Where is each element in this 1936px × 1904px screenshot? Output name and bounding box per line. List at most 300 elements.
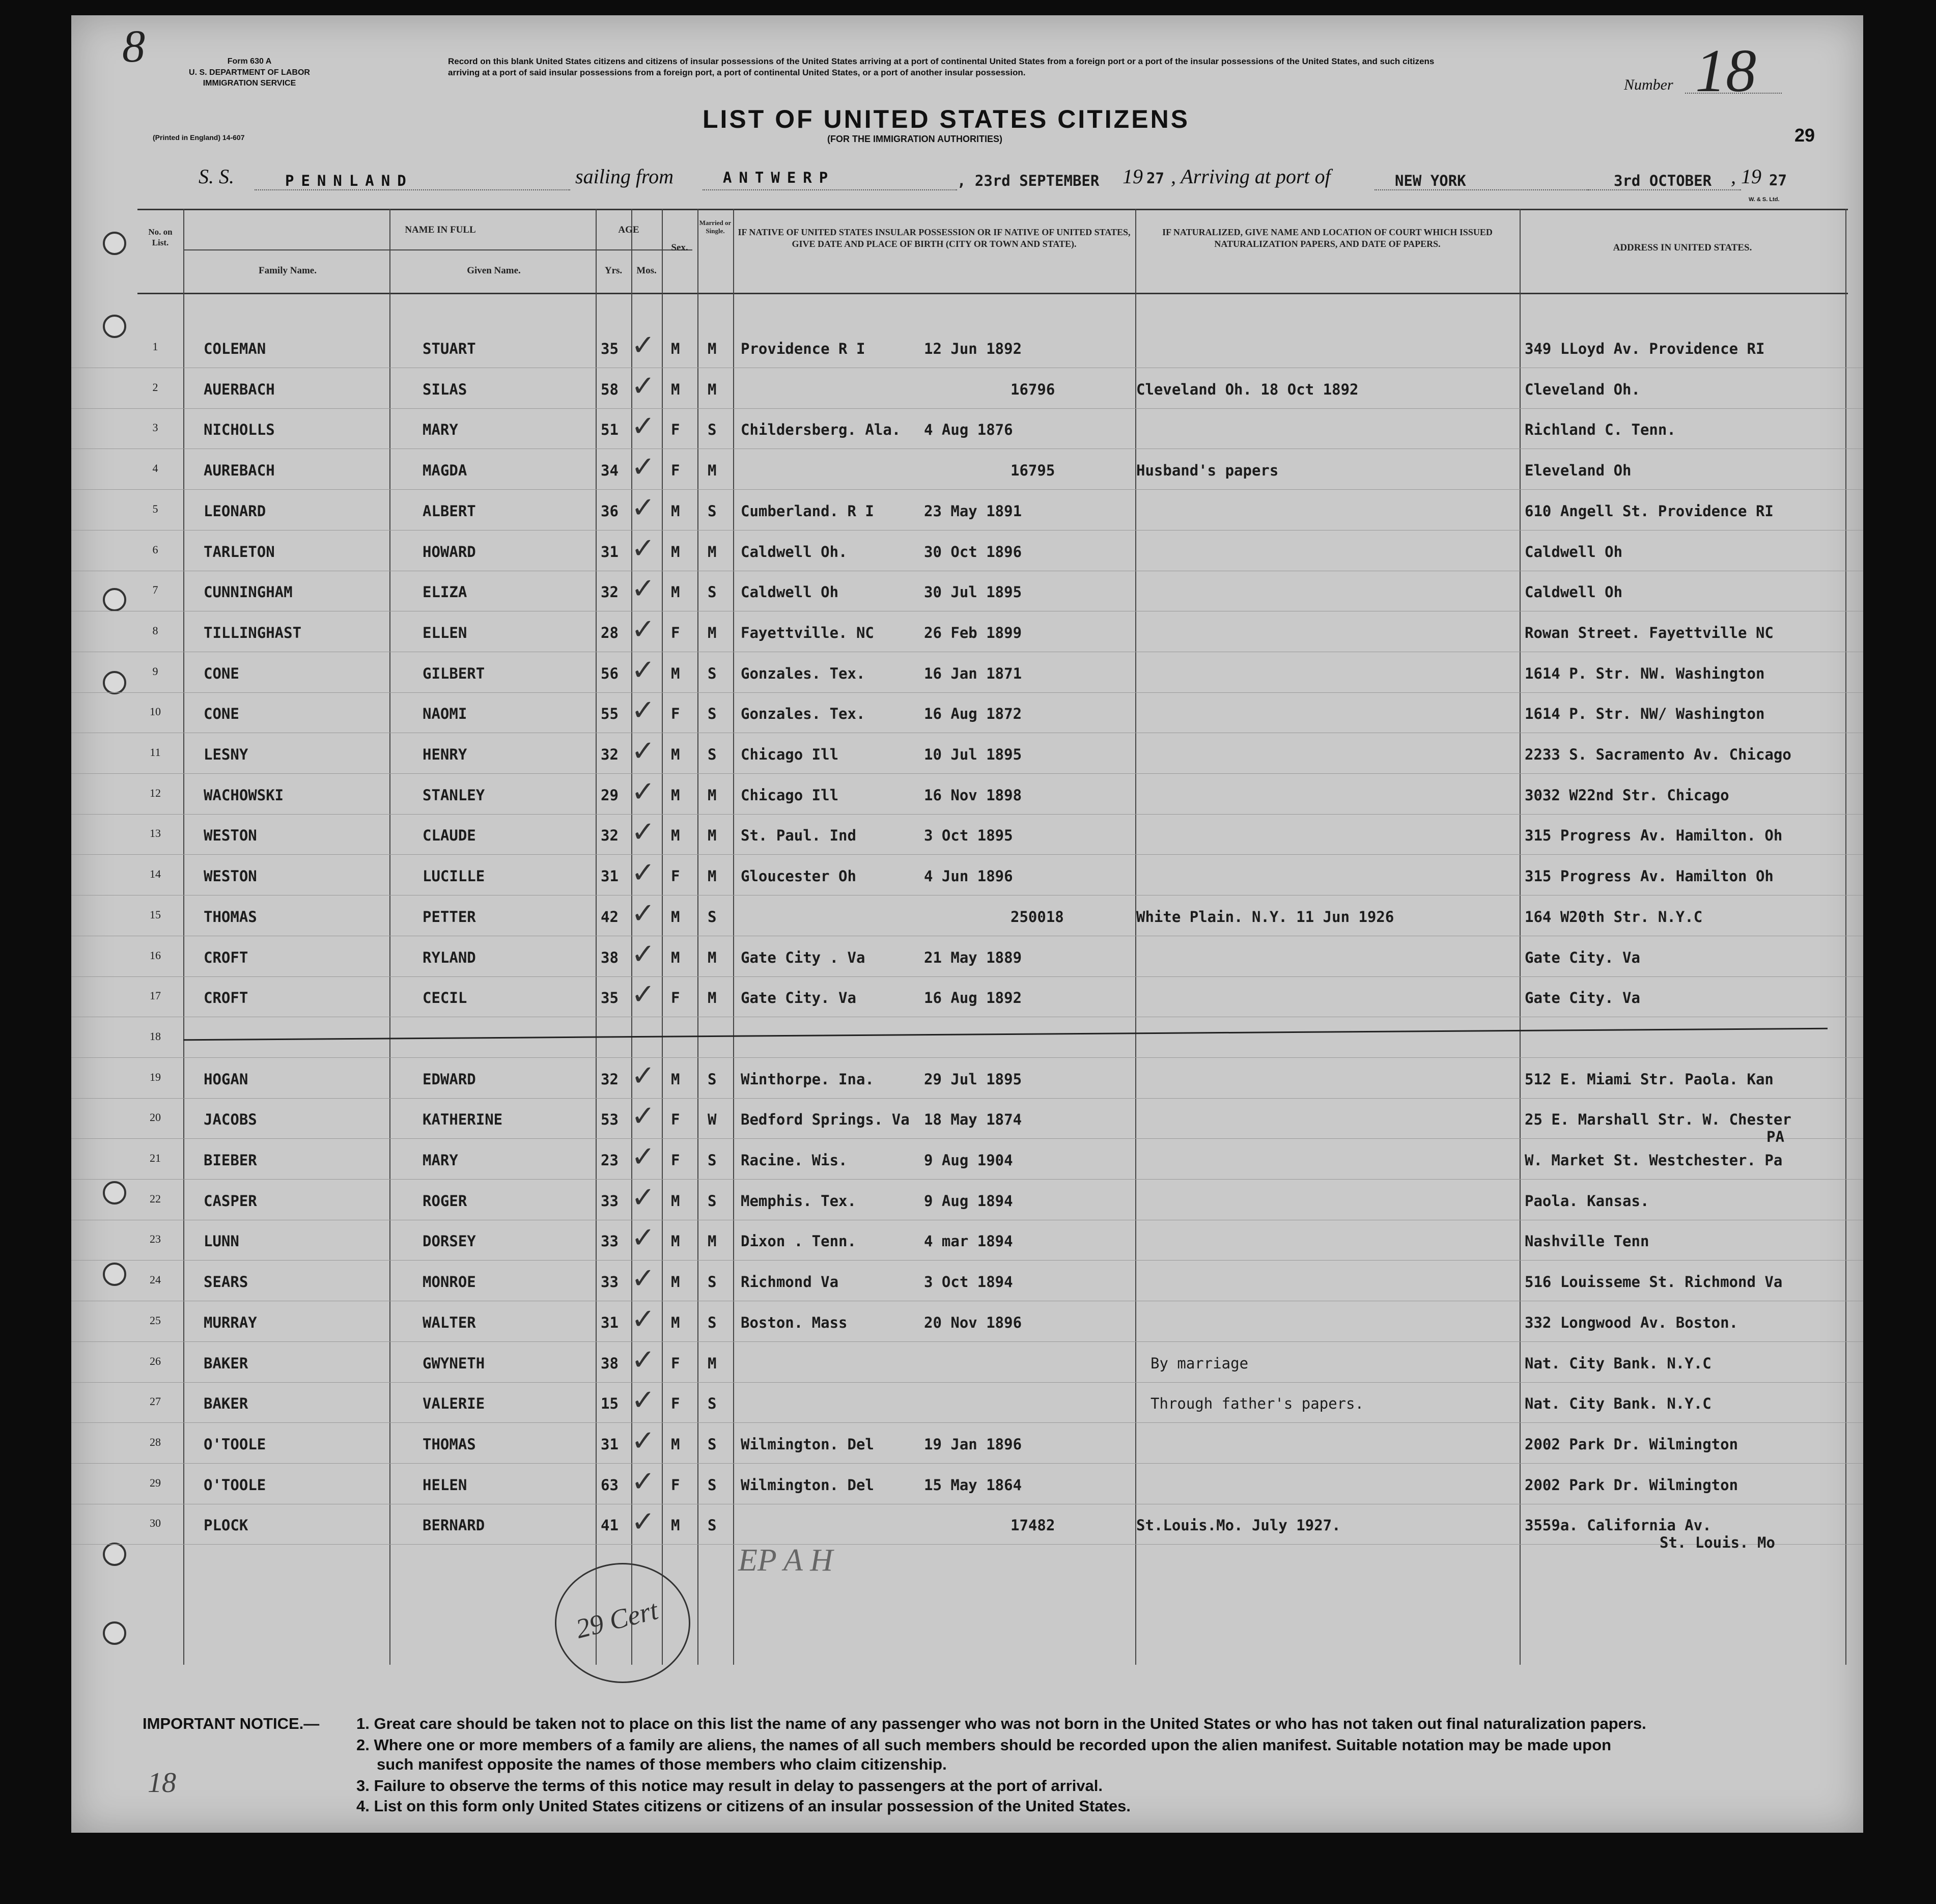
given-name: BERNARD — [423, 1517, 485, 1534]
family-name: JACOBS — [204, 1111, 257, 1128]
row-number: 2 — [152, 381, 158, 394]
birth-date: 20 Nov 1896 — [924, 1314, 1022, 1331]
marital-status: S — [708, 705, 717, 722]
handwritten-circle-text: 29 Cert — [573, 1594, 661, 1644]
family-name: COLEMAN — [204, 340, 266, 357]
sex: M — [671, 746, 680, 763]
table-row — [71, 412, 1863, 453]
table-row — [71, 940, 1863, 981]
birth-place: Richmond Va — [741, 1273, 839, 1291]
birth-place: Wilmington. Del — [741, 1476, 874, 1494]
marital-status: M — [708, 462, 717, 479]
number-label: Number — [1624, 76, 1673, 93]
marital-status: S — [708, 1152, 717, 1169]
col-header-no: No. on List. — [148, 227, 173, 248]
row-number: 11 — [150, 746, 161, 759]
age: 34 — [601, 462, 619, 479]
sailing-label: sailing from — [575, 165, 674, 188]
sex: M — [671, 827, 680, 844]
us-address: Paola. Kansas. — [1525, 1192, 1649, 1210]
age: 36 — [601, 502, 619, 520]
sex: F — [671, 867, 680, 885]
marital-status: S — [708, 421, 717, 438]
year-from: 27 — [1146, 170, 1164, 187]
given-name: PETTER — [423, 908, 476, 926]
given-name: SILAS — [423, 381, 467, 398]
port-from: ANTWERP — [723, 169, 835, 186]
us-address-line-2: St. Louis. Mo — [1660, 1534, 1775, 1551]
port-from-line — [703, 189, 957, 190]
table-row — [71, 858, 1863, 899]
family-name: LUNN — [204, 1233, 239, 1250]
check-mark: ✓ — [631, 329, 655, 362]
given-name: HENRY — [423, 746, 467, 763]
row-number: 19 — [150, 1071, 161, 1083]
table-row — [71, 899, 1863, 940]
given-name: STUART — [423, 340, 476, 357]
birth-date: 12 Jun 1892 — [924, 340, 1022, 357]
family-name: TILLINGHAST — [204, 624, 302, 641]
table-row — [71, 1467, 1863, 1508]
col-header-naturalized: IF NATURALIZED, GIVE NAME AND LOCATION OF COURT WHICH ISSUED NATURALIZATION PAPERS, AND DATE OF PAPERS. — [1162, 227, 1493, 249]
subheader-line — [183, 249, 692, 250]
table-row — [71, 331, 1863, 372]
given-name: EDWARD — [423, 1071, 476, 1088]
marital-status: S — [708, 1192, 717, 1210]
age: 32 — [601, 746, 619, 763]
table-row — [71, 1142, 1863, 1183]
row-number: 16 — [150, 949, 161, 962]
family-name: WACHOWSKI — [204, 787, 284, 804]
sex: F — [671, 421, 680, 438]
sex: F — [671, 989, 680, 1006]
us-address: 3032 W22nd Str. Chicago — [1525, 787, 1729, 804]
us-address: 2233 S. Sacramento Av. Chicago — [1525, 746, 1791, 763]
us-address: Caldwell Oh — [1525, 543, 1623, 561]
age: 31 — [601, 1436, 619, 1453]
col-header-sex: Sex. — [671, 242, 688, 253]
sex: M — [671, 543, 680, 561]
table-row — [71, 980, 1863, 1021]
row-number: 20 — [150, 1111, 161, 1124]
sex: M — [671, 1192, 680, 1210]
us-address: Richland C. Tenn. — [1525, 421, 1676, 438]
col-header-birth: IF NATIVE OF UNITED STATES INSULAR POSSESSION OR IF NATIVE OF UNITED STATES, GIVE DATE AND PLACE OF BIRTH (CITY OR TOWN AND STATE). — [738, 227, 1131, 249]
date-to-line — [1588, 189, 1741, 190]
sex: M — [671, 583, 680, 601]
marital-status: M — [708, 1233, 717, 1250]
table-row — [71, 1386, 1863, 1426]
birth-place: Chicago Ill — [741, 746, 839, 763]
sex: M — [671, 340, 680, 357]
birth-place: Gate City. Va — [741, 989, 856, 1006]
port-to-line — [1374, 189, 1588, 190]
certificate-number: 16796 — [1011, 381, 1055, 398]
given-name: MARY — [423, 421, 458, 438]
check-mark: ✓ — [631, 694, 655, 727]
year-to-prefix: , 19 — [1731, 165, 1761, 188]
family-name: PLOCK — [204, 1517, 248, 1534]
table-row — [71, 372, 1863, 412]
row-number: 18 — [150, 1030, 161, 1043]
us-address: 1614 P. Str. NW/ Washington — [1525, 705, 1765, 722]
row-number: 29 — [150, 1476, 161, 1489]
date-to: 3rd OCTOBER — [1614, 172, 1712, 189]
us-address: 315 Progress Av. Hamilton Oh — [1525, 867, 1774, 885]
family-name: CUNNINGHAM — [204, 583, 293, 601]
birth-place: Racine. Wis. — [741, 1152, 848, 1169]
sex: M — [671, 949, 680, 966]
us-address: 164 W20th Str. N.Y.C — [1525, 908, 1703, 926]
age: 38 — [601, 1355, 619, 1372]
birth-date: 29 Jul 1895 — [924, 1071, 1022, 1088]
table-row — [71, 1100, 1863, 1145]
birth-date: 4 mar 1894 — [924, 1233, 1013, 1250]
age: 31 — [601, 867, 619, 885]
page-title: LIST OF UNITED STATES CITIZENS — [703, 105, 1190, 133]
birth-date: 3 Oct 1894 — [924, 1273, 1013, 1291]
given-name: THOMAS — [423, 1436, 476, 1453]
us-address: Rowan Street. Fayettville NC — [1525, 624, 1774, 641]
table-row — [71, 1183, 1863, 1224]
us-address: Caldwell Oh — [1525, 583, 1623, 601]
marital-status: M — [708, 787, 717, 804]
punch-hole — [103, 232, 126, 255]
row-number: 12 — [150, 787, 161, 799]
check-mark: ✓ — [631, 410, 655, 443]
us-address-line-2: PA — [1766, 1128, 1784, 1145]
family-name: WESTON — [204, 827, 257, 844]
age: 51 — [601, 421, 619, 438]
us-address: 315 Progress Av. Hamilton. Oh — [1525, 827, 1783, 844]
birth-date: 16 Nov 1898 — [924, 787, 1022, 804]
age: 23 — [601, 1152, 619, 1169]
sex: M — [671, 502, 680, 520]
us-address: Eleveland Oh — [1525, 462, 1632, 479]
age: 33 — [601, 1233, 619, 1250]
birth-date: 21 May 1889 — [924, 949, 1022, 966]
given-name: HOWARD — [423, 543, 476, 561]
ship-name: PENNLAND — [285, 172, 413, 189]
table-row — [71, 737, 1863, 777]
printed-note: (Printed in England) 14-607 — [153, 133, 245, 142]
check-mark: ✓ — [631, 816, 655, 849]
sex: M — [671, 381, 680, 398]
given-name: ELIZA — [423, 583, 467, 601]
family-name: CROFT — [204, 949, 248, 966]
table-row — [71, 1021, 1863, 1061]
given-name: NAOMI — [423, 705, 467, 722]
birth-date: 4 Jun 1896 — [924, 867, 1013, 885]
us-address: 1614 P. Str. NW. Washington — [1525, 665, 1765, 682]
marital-status: S — [708, 1395, 717, 1412]
check-mark: ✓ — [631, 1140, 655, 1173]
given-name: ALBERT — [423, 502, 476, 520]
certificate-number: 16795 — [1011, 462, 1055, 479]
row-number: 6 — [152, 543, 158, 556]
check-mark: ✓ — [631, 532, 655, 565]
check-mark: ✓ — [631, 775, 655, 808]
age: 32 — [601, 583, 619, 601]
given-name: DORSEY — [423, 1233, 476, 1250]
col-header-age: AGE — [618, 225, 639, 235]
certificate-number: 250018 — [1011, 908, 1064, 926]
given-name: WALTER — [423, 1314, 476, 1331]
check-mark: ✓ — [631, 1424, 655, 1458]
marital-status: M — [708, 949, 717, 966]
sex: F — [671, 705, 680, 722]
sex: M — [671, 1233, 680, 1250]
marital-status: M — [708, 989, 717, 1006]
age: 58 — [601, 381, 619, 398]
age: 41 — [601, 1517, 619, 1534]
table-row — [71, 777, 1863, 818]
birth-date: 16 Aug 1872 — [924, 705, 1022, 722]
marital-status: S — [708, 1517, 717, 1534]
check-mark: ✓ — [631, 1181, 655, 1214]
birth-date: 4 Aug 1876 — [924, 421, 1013, 438]
notice-item-2: 2. Where one or more members of a family are aliens, the names of all such members should be recorded upon the alien manifest. Suitable notation may be made upon — [356, 1736, 1612, 1754]
birth-place: Gloucester Oh — [741, 867, 856, 885]
check-mark: ✓ — [631, 1100, 655, 1133]
punch-hole — [103, 1621, 126, 1645]
family-name: HOGAN — [204, 1071, 248, 1088]
given-name: MARY — [423, 1152, 458, 1169]
notice-item-2-cont: such manifest opposite the names of those members who claim citizenship. — [377, 1755, 947, 1773]
birth-place: Winthorpe. Ina. — [741, 1071, 874, 1088]
naturalization-court: White Plain. N.Y. 11 Jun 1926 — [1136, 908, 1394, 926]
table-row — [71, 1061, 1863, 1102]
row-number: 23 — [150, 1233, 161, 1245]
table-row — [71, 656, 1863, 696]
margin-mark: 18 — [148, 1767, 176, 1799]
check-mark: ✓ — [631, 897, 655, 930]
given-name: CLAUDE — [423, 827, 476, 844]
table-header-border — [137, 293, 1848, 294]
marital-status: M — [708, 827, 717, 844]
marital-status: M — [708, 381, 717, 398]
sex: F — [671, 624, 680, 641]
given-name: MAGDA — [423, 462, 467, 479]
us-address: 516 Louisseme St. Richmond Va — [1525, 1273, 1783, 1291]
birth-date: 18 May 1874 — [924, 1111, 1022, 1128]
family-name: BAKER — [204, 1355, 248, 1372]
birth-date: 26 Feb 1899 — [924, 624, 1022, 641]
row-number: 15 — [150, 908, 161, 921]
row-number: 3 — [152, 421, 158, 434]
row-number: 25 — [150, 1314, 161, 1327]
birth-date: 9 Aug 1894 — [924, 1192, 1013, 1210]
year-prefix: 19 — [1123, 165, 1143, 188]
row-number: 30 — [150, 1517, 161, 1529]
check-mark: ✓ — [631, 1384, 655, 1417]
check-mark: ✓ — [631, 1303, 655, 1336]
family-name: CASPER — [204, 1192, 257, 1210]
sex: M — [671, 1517, 680, 1534]
given-name: MONROE — [423, 1273, 476, 1291]
us-address: W. Market St. Westchester. Pa — [1525, 1152, 1783, 1169]
check-mark: ✓ — [631, 572, 655, 605]
row-number: 14 — [150, 867, 161, 880]
marital-status: S — [708, 746, 717, 763]
family-name: MURRAY — [204, 1314, 257, 1331]
birth-place: Gonzales. Tex. — [741, 665, 865, 682]
us-address: 512 E. Miami Str. Paola. Kan — [1525, 1071, 1774, 1088]
table-row — [71, 1223, 1863, 1264]
family-name: WESTON — [204, 867, 257, 885]
birth-date: 30 Oct 1896 — [924, 543, 1022, 561]
given-name: KATHERINE — [423, 1111, 503, 1128]
row-number: 1 — [152, 340, 158, 353]
marital-status: S — [708, 1071, 717, 1088]
check-mark: ✓ — [631, 654, 655, 687]
check-mark: ✓ — [631, 1059, 655, 1093]
naturalization-court: St.Louis.Mo. July 1927. — [1136, 1517, 1341, 1534]
ship-line — [255, 189, 570, 190]
family-name: AUREBACH — [204, 462, 275, 479]
age: 38 — [601, 949, 619, 966]
age: 42 — [601, 908, 619, 926]
given-name: HELEN — [423, 1476, 467, 1494]
check-mark: ✓ — [631, 1465, 655, 1498]
ss-label: S. S. — [199, 165, 234, 188]
birth-place: Gonzales. Tex. — [741, 705, 865, 722]
naturalization-court: Husband's papers — [1136, 462, 1279, 479]
check-mark: ✓ — [631, 451, 655, 484]
us-address: Nat. City Bank. N.Y.C — [1525, 1355, 1711, 1372]
birth-place: Wilmington. Del — [741, 1436, 874, 1453]
sex: M — [671, 1436, 680, 1453]
age: 55 — [601, 705, 619, 722]
birth-place: Caldwell Oh. — [741, 543, 848, 561]
marital-status: S — [708, 583, 717, 601]
marital-status: M — [708, 624, 717, 641]
row-number: 24 — [150, 1273, 161, 1286]
check-mark: ✓ — [631, 491, 655, 524]
given-name: ROGER — [423, 1192, 467, 1210]
service: IMMIGRATION SERVICE — [203, 79, 296, 88]
marital-status: M — [708, 867, 717, 885]
table-row — [71, 1343, 1863, 1386]
check-mark: ✓ — [631, 856, 655, 889]
list-number: 18 — [1695, 37, 1756, 104]
table-row — [71, 1264, 1863, 1305]
marital-status: S — [708, 1314, 717, 1331]
family-name: O'TOOLE — [204, 1436, 266, 1453]
row-number: 9 — [152, 665, 158, 678]
sex: M — [671, 1071, 680, 1088]
us-address: 349 LLoyd Av. Providence RI — [1525, 340, 1765, 357]
age: 32 — [601, 1071, 619, 1088]
col-header-address: ADDRESS IN UNITED STATES. — [1613, 242, 1752, 253]
marital-status: M — [708, 340, 717, 357]
age: 15 — [601, 1395, 619, 1412]
family-name: BAKER — [204, 1395, 248, 1412]
given-name: GWYNETH — [423, 1355, 485, 1372]
col-header-yrs: Yrs. — [604, 265, 623, 276]
page-subtitle: (FOR THE IMMIGRATION AUTHORITIES) — [827, 134, 1002, 144]
row-number: 22 — [150, 1192, 161, 1205]
marital-status: S — [708, 1273, 717, 1291]
row-number: 7 — [152, 583, 158, 596]
family-name: CONE — [204, 705, 239, 722]
form-number: Form 630 A — [227, 57, 272, 66]
year-to: 27 — [1769, 172, 1787, 189]
birth-place: Bedford Springs. Va — [741, 1111, 910, 1128]
age: 35 — [601, 340, 619, 357]
age: 53 — [601, 1111, 619, 1128]
given-name: CECIL — [423, 989, 467, 1006]
given-name: STANLEY — [423, 787, 485, 804]
table-row — [71, 493, 1863, 534]
us-address: 610 Angell St. Providence RI — [1525, 502, 1774, 520]
marital-status: M — [708, 1355, 717, 1372]
col-header-name: NAME IN FULL — [405, 225, 476, 235]
port-to: NEW YORK — [1395, 172, 1466, 189]
given-name: RYLAND — [423, 949, 476, 966]
table-row — [71, 1505, 1863, 1551]
age: 31 — [601, 1314, 619, 1331]
birth-place: St. Paul. Ind — [741, 827, 856, 844]
age: 35 — [601, 989, 619, 1006]
family-name: SEARS — [204, 1273, 248, 1291]
naturalization-court: By marriage — [1151, 1355, 1249, 1372]
sex: M — [671, 908, 680, 926]
birth-date: 15 May 1864 — [924, 1476, 1022, 1494]
marital-status: S — [708, 1476, 717, 1494]
col-header-family: Family Name. — [259, 265, 317, 276]
birth-date: 9 Aug 1904 — [924, 1152, 1013, 1169]
notice-item-4: 4. List on this form only United States citizens or citizens of an insular possession of the United States. — [356, 1797, 1131, 1815]
birth-place: Childersberg. Ala. — [741, 421, 901, 438]
us-address: Gate City. Va — [1525, 949, 1640, 966]
birth-place: Dixon . Tenn. — [741, 1233, 856, 1250]
check-mark: ✓ — [631, 370, 655, 403]
check-mark: ✓ — [631, 1343, 655, 1377]
birth-place: Cumberland. R I — [741, 502, 874, 520]
check-mark: ✓ — [631, 735, 655, 768]
us-address: 3559a. California Av. — [1525, 1517, 1711, 1534]
row-number: 27 — [150, 1395, 161, 1408]
marital-status: S — [708, 665, 717, 682]
birth-place: Gate City . Va — [741, 949, 865, 966]
printer-mark: W. & S. Ltd. — [1749, 197, 1780, 203]
date-from: , 23rd SEPTEMBER — [957, 172, 1100, 189]
naturalization-court: Cleveland Oh. 18 Oct 1892 — [1136, 381, 1359, 398]
family-name: LESNY — [204, 746, 248, 763]
row-number: 5 — [152, 502, 158, 515]
sex: M — [671, 787, 680, 804]
naturalization-court: Through father's papers. — [1151, 1395, 1364, 1412]
us-address: Gate City. Va — [1525, 989, 1640, 1006]
check-mark: ✓ — [631, 613, 655, 646]
marital-status: M — [708, 543, 717, 561]
sex: M — [671, 1314, 680, 1331]
marital-status: S — [708, 1436, 717, 1453]
page-number: 29 — [1794, 125, 1815, 146]
row-number: 10 — [150, 705, 161, 718]
arriving-label: , Arriving at port of — [1171, 165, 1331, 188]
row-number: 26 — [150, 1355, 161, 1367]
check-mark: ✓ — [631, 1262, 655, 1295]
age: 31 — [601, 543, 619, 561]
given-name: VALERIE — [423, 1395, 485, 1412]
row-number: 21 — [150, 1152, 161, 1164]
notice-item-3: 3. Failure to observe the terms of this notice may result in delay to passengers at the port of arrival. — [356, 1777, 1103, 1795]
table-row — [71, 818, 1863, 858]
birth-place: Providence R I — [741, 340, 865, 357]
col-header-married: Married or Single. — [699, 219, 732, 235]
